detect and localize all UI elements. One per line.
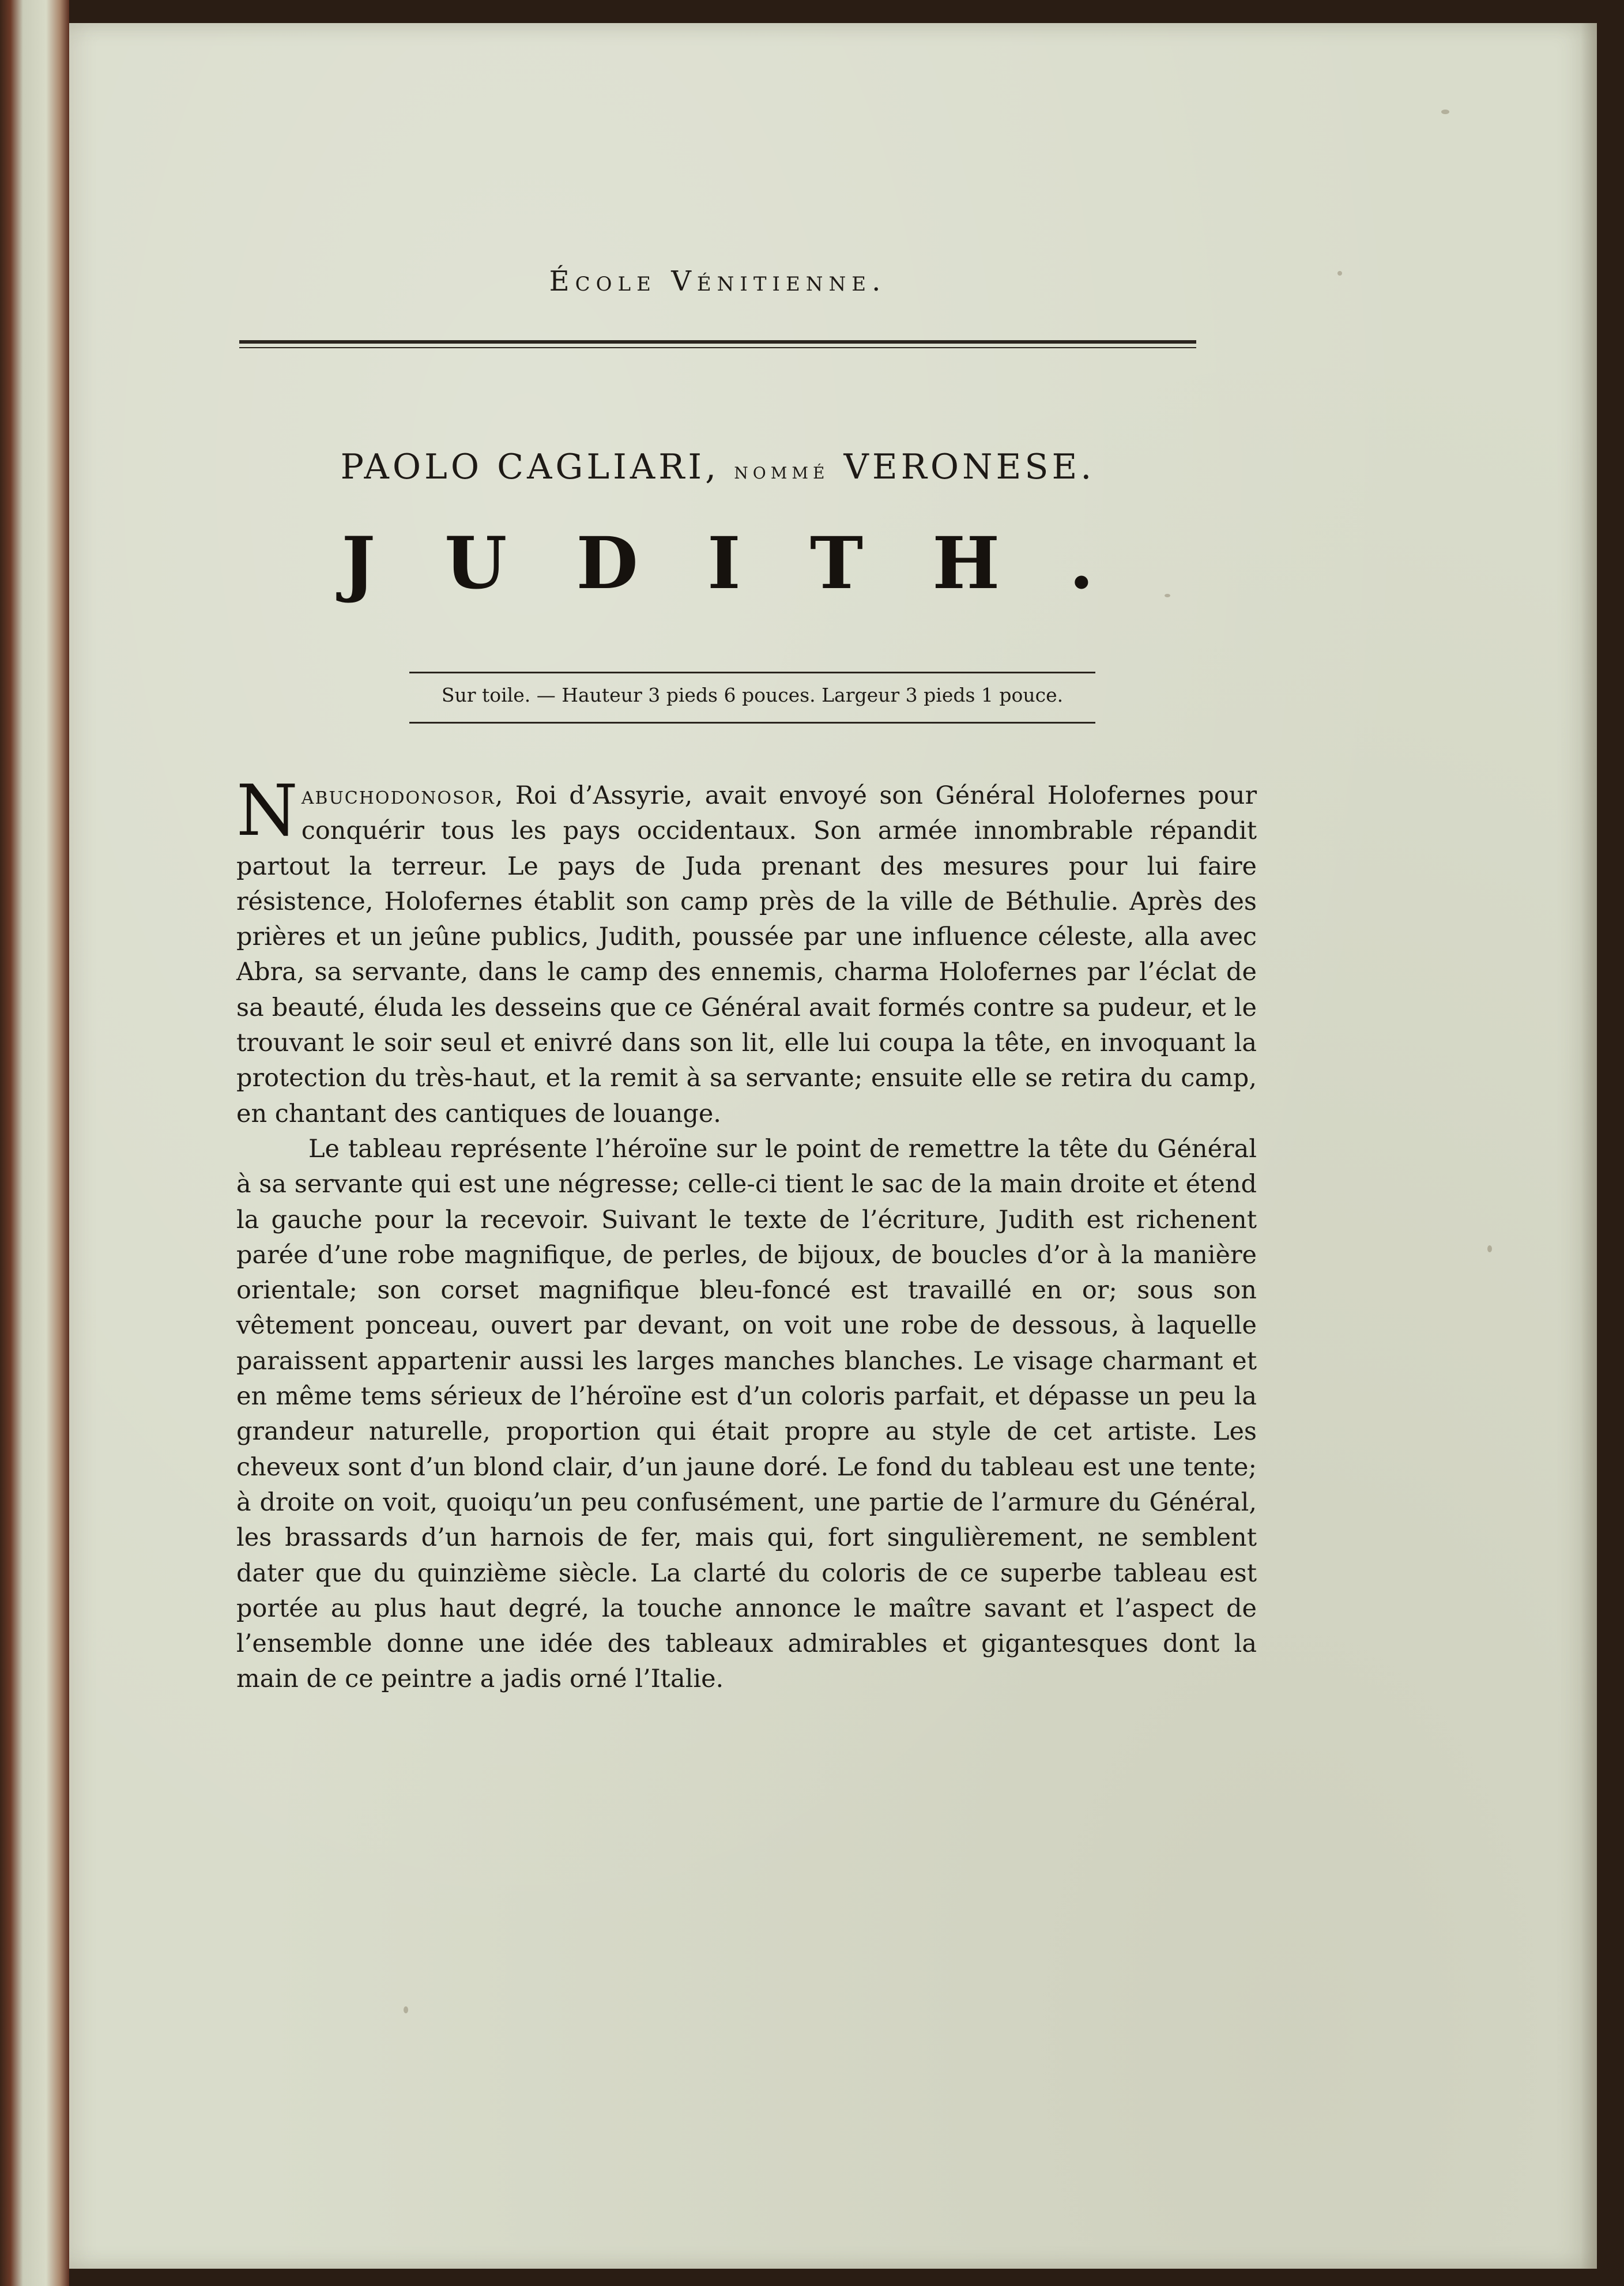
paper-speck (1487, 1245, 1492, 1252)
artist-name-first: PAOLO CAGLIARI, (340, 447, 720, 487)
dimensions-rule-bottom (409, 722, 1095, 724)
paragraph: Le tableau représente l’héroïne sur le point de remettre la tête du Général à sa servante qui est une négresse; celle-ci tient le sac de la main droite et étend la gauche pour la recevoir. Suivant le texte de l’écriture, Judith est richenent parée d’une robe magnifique, de perles, de bijoux, de boucles d’or à la manière orientale; son corset magnifique bleu-foncé est travaillé en or; sous son vêtement ponceau, ouvert par devant, on voit une robe de dessous, à laquelle paraissent appartenir aussi les larges manches blanches. Le visage charmant et en même tems sérieux de l’héroïne est d’un coloris parfait, et dépasse un peu la grandeur naturelle, proportion qui était propre au style de cet artiste. Les cheveux sont d’un blond clair, d’un jaune doré. Le fond du tableau est une tente; à droite on voit, quoiqu’un peu confusément, une partie de l’armure du Général, les brassards d’un harnois de fer, mais qui, fort singulièrement, ne semblent dater que du quinzième siècle. La clarté du coloris de ce superbe tableau est portée au plus haut degré, la touche annonce le maître savant et l’aspect de l’ensemble donne une idée des tableaux admirables et gigantesques dont la main de ce peintre a jadis orné l’Italie. (236, 1134, 1257, 1694)
artist-name-middle: nommé (734, 458, 830, 484)
dimensions-rule-top (409, 672, 1095, 673)
header-rule (239, 340, 1196, 348)
paragraph (236, 770, 1257, 1132)
artist-name-last: VERONESE. (843, 447, 1095, 487)
page-edge-shadow (1581, 23, 1597, 2269)
drop-cap: N (236, 770, 298, 852)
body-text (236, 770, 1257, 1697)
artwork-dimensions: Sur toile. — Hauteur 3 pieds 6 pouces. Largeur 3 pieds 1 pouce. (441, 684, 1064, 706)
book-spine (0, 0, 69, 2286)
paper-speck (404, 2006, 408, 2013)
paper-speck (1441, 110, 1449, 114)
paper-speck (1337, 271, 1342, 276)
paragraph-text: , Roi d’Assyrie, avait envoyé son Général Holofernes pour conquérir tous les pays occidentaux. Son armée innombrable répandit partout la terreur. Le pays de Juda prenant des mesures pour lui faire résistence, Holofernes établit son camp près de la ville de Béthulie. Après des prières et un jeûne publics, Judith, poussée par une influence céleste, alla avec Abra, sa servante, dans le camp des ennemis, charma Holofernes par l’éclat de sa beauté, éluda les desseins que ce Général avait formés contre sa pudeur, et le trouvant le soir seul et enivré dans son lit, elle lui coupa la tête, en invoquant la protection du très-haut, et la remit à sa servante; ensuite elle se retira du camp, en chantant des cantiques de louange. (236, 781, 1257, 1128)
lead-word: abuchodonosor (301, 781, 495, 810)
section-header: École Vénitienne. (549, 265, 887, 297)
artwork-title: JUDITH. (341, 522, 1163, 605)
artist-name (239, 447, 1196, 487)
